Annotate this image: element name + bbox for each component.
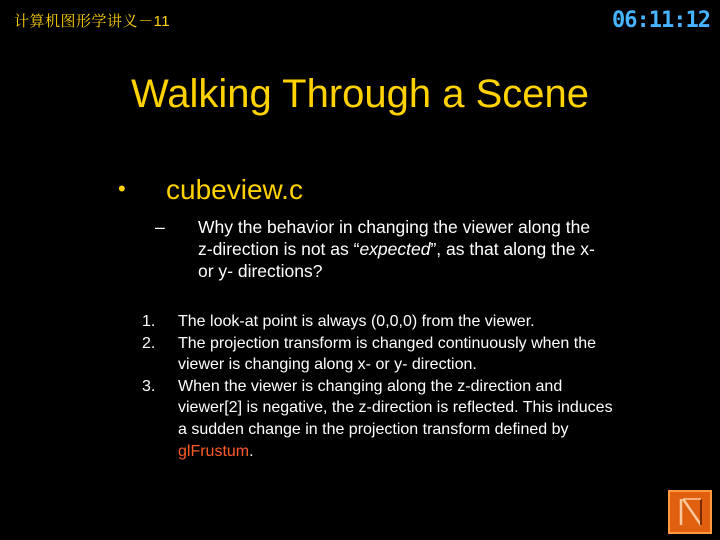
skip-to-start-icon	[670, 492, 710, 532]
list-item-text: The look-at point is always (0,0,0) from the viewer.	[178, 313, 535, 330]
sub-bullet-emphasis: expected	[359, 239, 431, 259]
slide-title: Walking Through a Scene	[130, 72, 590, 116]
list-item	[142, 376, 622, 462]
list-item-text: The projection transform is changed continuously when the viewer is changing along x- or y- direction.	[178, 334, 597, 374]
list-item-text-before: When the viewer is changing along the z-direction and viewer[2] is negative, the z-direction is reflected. This induces a sudden change in the projection transform defined by	[178, 377, 613, 438]
list-item	[142, 311, 622, 333]
list-item-text	[178, 376, 622, 462]
function-name-highlight: glFrustum	[178, 442, 250, 460]
list-item-number: 1.	[142, 313, 156, 330]
sub-bullet-symbol: –	[155, 217, 165, 237]
sub-bullet-text-after: ”, as that along the x- or y- directions?	[198, 239, 595, 281]
bullet-text: cubeview.c	[166, 174, 303, 205]
list-item-number: 3.	[142, 377, 156, 395]
numbered-list	[142, 311, 622, 462]
lecture-header: 计算机图形学讲义－11	[14, 13, 171, 30]
clock-display: 06:11:12	[612, 8, 710, 33]
list-item-number: 2.	[142, 334, 156, 352]
sub-bullet-text-before: Why the behavior in changing the viewer along the z-direction is not as “	[198, 217, 591, 259]
first-slide-button[interactable]	[668, 490, 712, 534]
bullet-symbol: •	[118, 176, 126, 201]
list-item	[142, 333, 622, 376]
list-item-text-after: .	[249, 442, 254, 460]
sub-bullet-text	[198, 216, 598, 282]
